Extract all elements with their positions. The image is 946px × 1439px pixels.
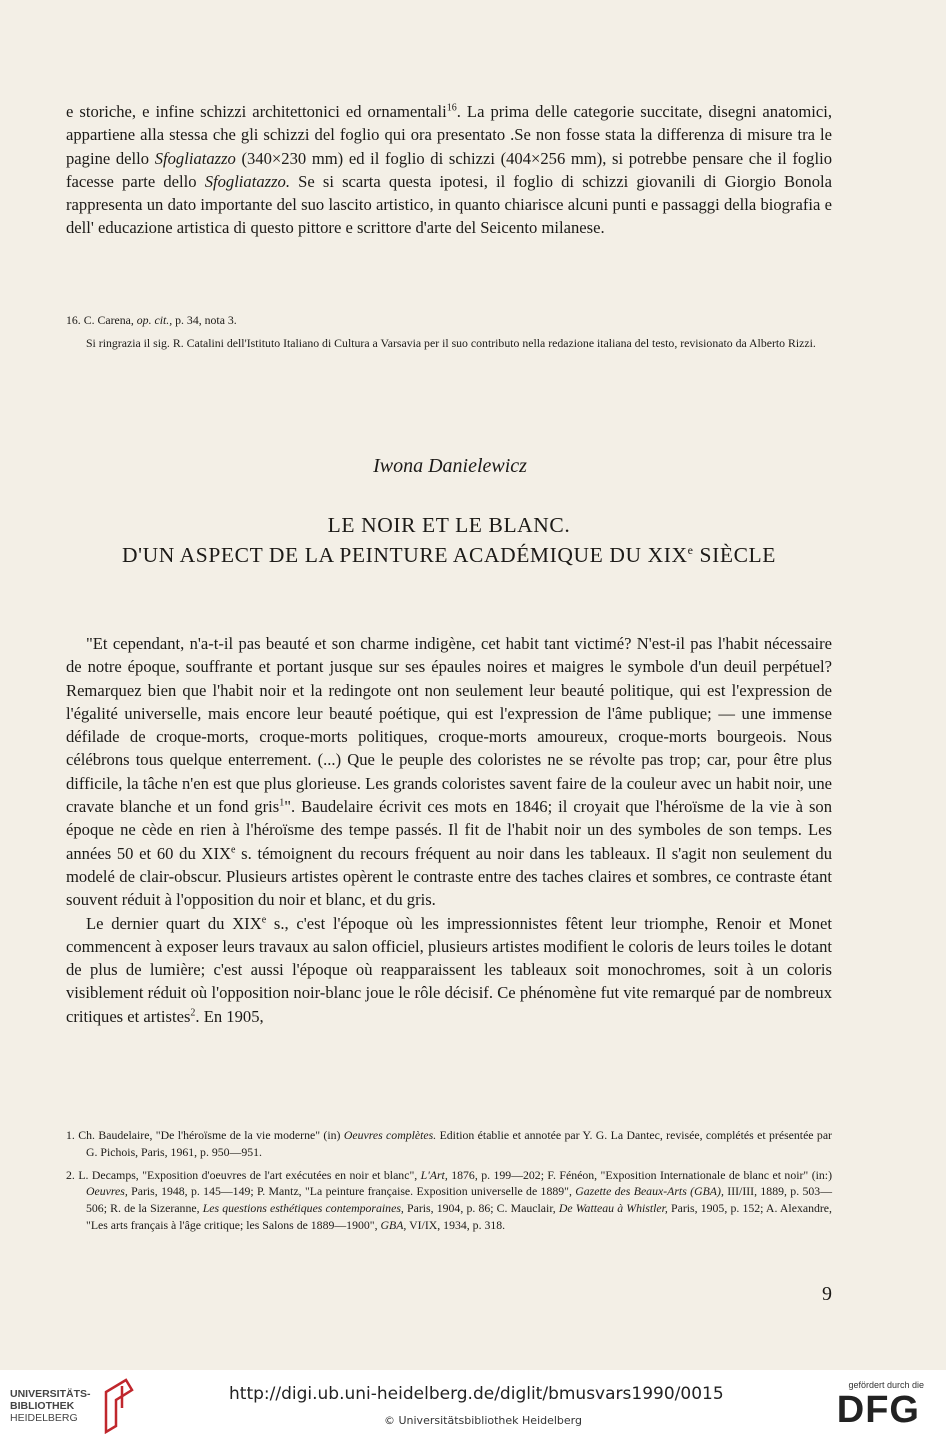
bottom-footnotes <box>66 1127 832 1240</box>
dfg-logo[interactable]: DFG <box>836 1389 920 1431</box>
article-title: LE NOIR ET LE BLANC. D'UN ASPECT DE LA PEINTURE ACADÉMIQUE DU XIXe SIÈCLE <box>122 513 776 567</box>
intro-paragraph: e storiche, e infine schizzi architettonici ed ornamentali$^{16}$. La prima delle categorie succitate, disegni anatomici, appartiene alla stessa che gli schizzi del foglio qui ora presentato .Se non fosse stata la differenza di misure tra le pagine dello Sfogliatazzo (340×230 mm) ed il foglio di schizzi (404×256 mm), si potrebbe pensare che il foglio facesse parte dello Sfogliatazzo. Se si scarta questa ipotesi, il foglio di schizzi giovanili di Giorgio Bonola rappresenta un dato importante del suo lascito artistico, in quanto chiarisce alcuni punti e passaggi della biografia e dell' educazione artistica di questo pittore e scrittore d'arte del Seicento milanese. <box>66 102 832 238</box>
footnote-2: 2. L. Decamps, "Exposition d'oeuvres de l'art exécutées en noir et blanc", L'Art, 1876, p. 199—202; F. Fénéon, "Exposition Internationale de blanc et noir" (in:) Oeuvres, Paris, 1948, p. 145—149; P. Mantz, "La peinture française. Exposition universelle de 1889", Gazette des Beaux-Arts (GBA), III/III, 1889, p. 503—506; R. de la Sizeranne, Les questions esthétiques contemporaines, Paris, 1904, p. 86; C. Mauclair, De Watteau à Whistler, Paris, 1905, p. 152; A. Alexandre, "Les arts français à l'âge critique; les Salons de 1889—1900", GBA, VI/IX, 1934, p. 318. <box>66 1167 833 1232</box>
acknowledgement-note: Si ringrazia il sig. R. Catalini dell'Istituto Italiano di Cultura a Varsavia per il suo contributo nella redazione italiana del testo, revisionato da Alberto Rizzi. <box>86 335 816 350</box>
page-number: 9 <box>822 1283 832 1305</box>
paragraph-2: Le dernier quart du XIXe s., c'est l'époque où les impressionnistes fêtent leur triomphe, Renoir et Monet commencent à exposer leurs travaux au salon officiel, plusieurs artistes modifient le coloris de leurs toiles le dotant de plus de lumière; c'est aussi l'époque où reapparaissent les tableaux soit monochromes, soit à un coloris visiblement réduit où l'opposition noir-blanc joue le rôle décisif. Ce phénomène fut vite remarqué par de nombreux critiques et artistes$^2$. En 1905, <box>66 913 832 1026</box>
top-footnotes <box>66 312 832 358</box>
funding-label: gefördert durch die <box>848 1380 924 1390</box>
copyright-notice: © Universitätsbibliothek Heidelberg <box>383 1414 582 1427</box>
footnote-16: 16. C. Carena, op. cit., p. 34, nota 3. <box>66 313 237 327</box>
document-url-link[interactable]: http://digi.ub.uni-heidelberg.de/diglit/bmusvars1990/0015 <box>229 1384 724 1404</box>
footnote-ref-16: 16 <box>446 102 457 114</box>
main-text <box>66 632 832 1028</box>
paragraph-1: "Et cependant, n'a-t-il pas beauté et son charme indigène, cet habit tant victimé? N'est-il pas l'habit nécessaire de notre époque, souffrante et portant jusque sur ses épaules noires et maigres le symbole d'un deuil perpétuel? Remarquez bien que l'habit noir et la redingote ont non seulement leur beauté politique, qui est l'expression de l'égalité universelle, mais encore leur beauté poétique, qui est l'expression de l'âme publique; — une immense défilade de croque-morts, croque-morts politiques, croque-morts amoureux, croque-morts bourgeois. Nous célébrons tous quelque enterrement. (...) Que le peuple des coloristes ne se révolte pas trop; car, pour être plus difficile, la tâche n'en est que plus glorieuse. Les grands coloristes savent faire de la couleur avec un habit noir, une cravate blanche et un fond gris$^1$". Baudelaire écrivit ces mots en 1846; il croyait que l'héroïsme de la vie à son époque ne cède en rien à l'héroïsme des tempe passés. Il fit de l'habit noir un des symboles de son temps. Les années 50 et 60 du XIXe s. témoignent du recours fréquent au noir dans les tableaux. Il s'agit non seulement du modelé de clair-obscur. Plusieurs artistes opèrent le contraste entre des taches claires et sombres, ce contraste étant souvent réduit à l'opposition du noir et blanc, et du gris. <box>66 634 832 910</box>
author-name: Iwona Danielewicz <box>373 455 527 477</box>
footer-bar <box>0 1370 946 1439</box>
library-logo[interactable]: UNIVERSITÄTS- BIBLIOTHEK HEIDELBERG <box>10 1388 91 1424</box>
footnote-1: 1. Ch. Baudelaire, "De l'héroïsme de la vie moderne" (in) Oeuvres complètes. Edition établie et annotée par Y. G. La Dantec, revisée, complétés et présentée par G. Pichois, Paris, 1961, p. 950—951. <box>66 1128 832 1159</box>
